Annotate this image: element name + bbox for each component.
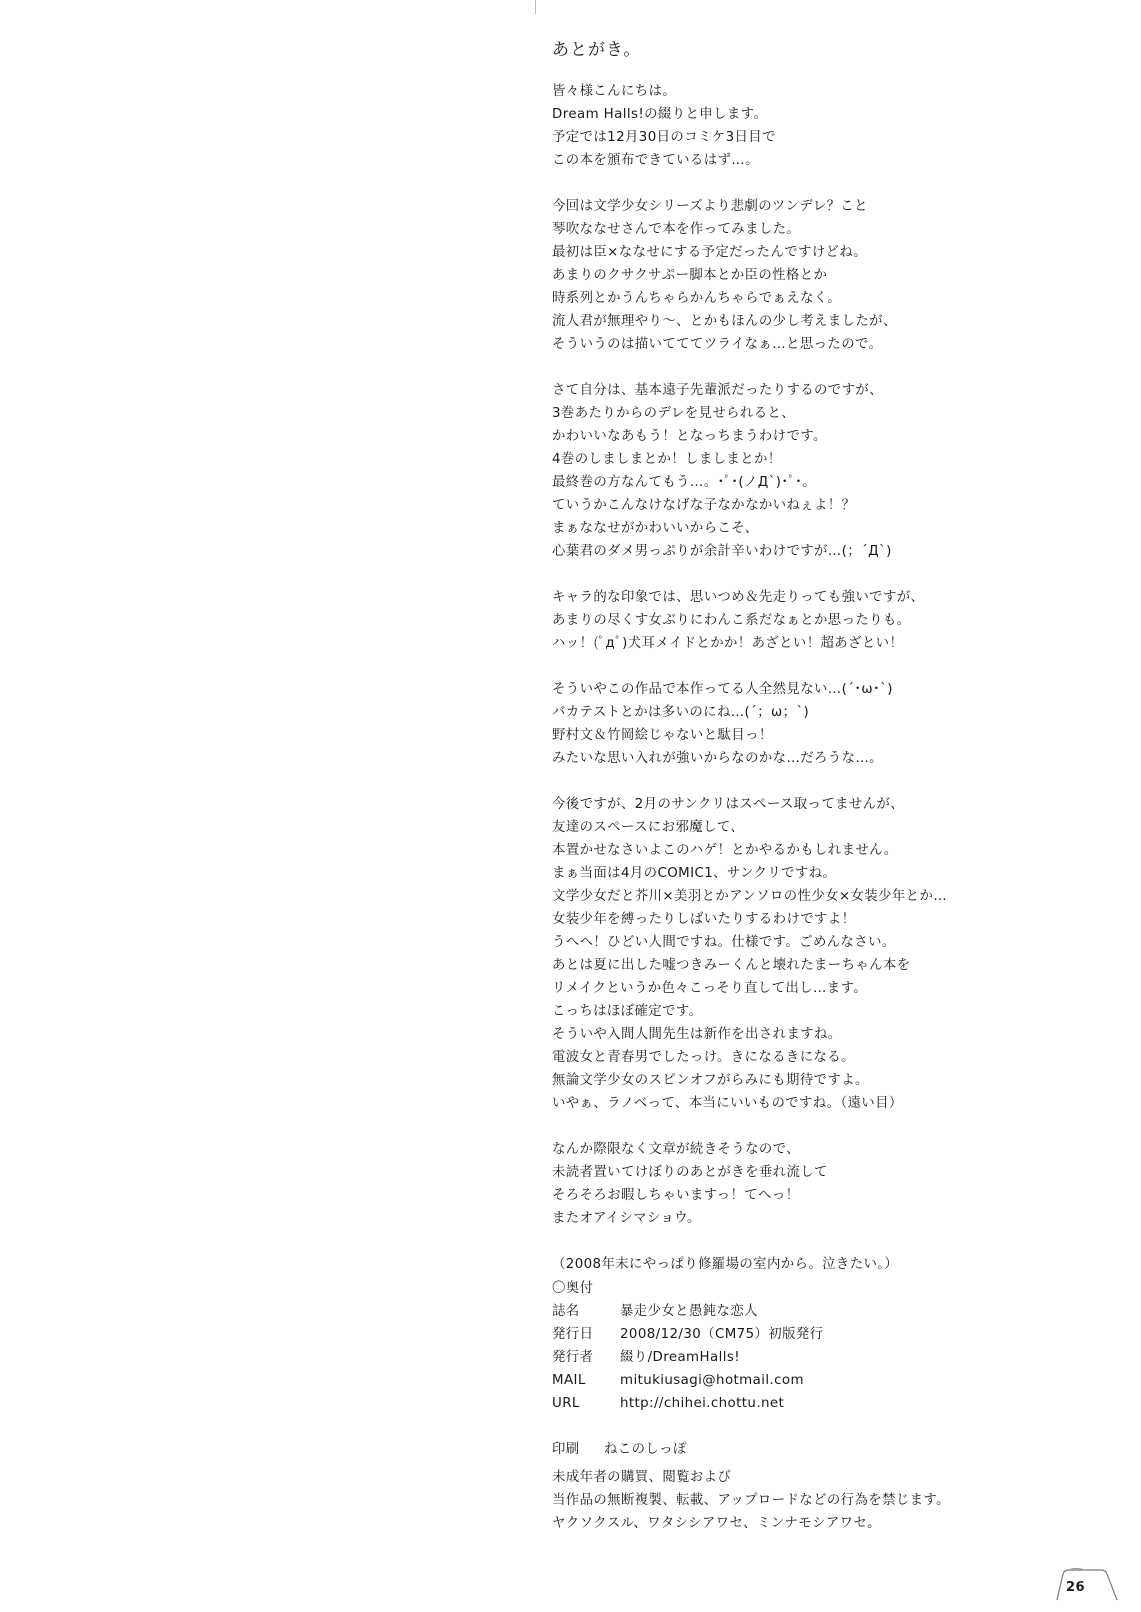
afterword-line: かわいいなあもう！となっちまうわけです。 bbox=[552, 429, 827, 444]
colophon-row-date bbox=[552, 1323, 1112, 1346]
notice-line: 当作品の無断複製、転載、アップロードなどの行為を禁じます。 bbox=[552, 1493, 950, 1508]
afterword-line: バカテストとかは多いのにね…(´；ω；`) bbox=[552, 705, 810, 720]
afterword-paragraph bbox=[552, 793, 1112, 1115]
afterword-line: この本を頒布できているはず…。 bbox=[552, 153, 759, 168]
colophon-value: ねこのしっぽ bbox=[604, 1442, 687, 1457]
afterword-line: Dream Halls!の綴りと申します。 bbox=[552, 107, 768, 122]
afterword-line: 無論文学少女のスピンオフがらみにも期待ですよ。 bbox=[552, 1073, 869, 1088]
afterword-line: そういやこの作品で本作ってる人全然見ない…(´･ω･`) bbox=[552, 682, 893, 697]
afterword-line: 皆々様こんにちは。 bbox=[552, 84, 677, 99]
colophon-url-value: http://chihei.chottu.net bbox=[620, 1396, 785, 1411]
afterword-line: まぁ当面は4月のCOMIC1、サンクリですね。 bbox=[552, 866, 837, 881]
afterword-line: 時系列とかうんちゃらかんちゃらでぁえなく。 bbox=[552, 291, 842, 306]
colophon-value: 綴り/DreamHalls! bbox=[620, 1350, 740, 1365]
afterword-line: 本置かせなさいよこのハゲ！とかやるかもしれません。 bbox=[552, 843, 898, 858]
top-gutter-mark bbox=[535, 0, 536, 14]
afterword-line: 3巻あたりからのデレを見せられると、 bbox=[552, 406, 796, 421]
legal-notice bbox=[552, 1466, 1112, 1535]
page-number: 26 bbox=[1066, 1580, 1086, 1595]
afterword-line: さて自分は、基本遠子先輩派だったりするのですが、 bbox=[552, 383, 883, 398]
afterword-line: 琴吹ななせさんで本を作ってみました。 bbox=[552, 222, 801, 237]
afterword-line: 予定では12月30日のコミケ3日目で bbox=[552, 130, 776, 145]
afterword-line: いやぁ、ラノベって、本当にいいものですね。（遠い目） bbox=[552, 1096, 903, 1111]
afterword-line: ハッ！(ﾟдﾟ)犬耳メイドとかか！あざとい！超あざとい！ bbox=[552, 636, 904, 651]
afterword-line: （2008年末にやっぱり修羅場の室内から。泣きたい。） bbox=[552, 1257, 899, 1272]
afterword-line: 心葉君のダメ男っぷりが余計辛いわけですが…(；´Д`) bbox=[552, 544, 892, 559]
afterword-line: 女装少年を縛ったりしばいたりするわけですよ！ bbox=[552, 912, 856, 927]
afterword-line: リメイクというか色々こっそり直して出し…ます。 bbox=[552, 981, 868, 996]
colophon-key: MAIL bbox=[552, 1373, 586, 1388]
colophon-row-title bbox=[552, 1300, 1112, 1323]
afterword-line: あとは夏に出した嘘つきみーくんと壊れたまーちゃん本を bbox=[552, 958, 911, 973]
afterword-line: なんか際限なく文章が続きそうなので、 bbox=[552, 1142, 800, 1157]
afterword-paragraph bbox=[552, 678, 1112, 770]
afterword-line: 今回は文学少女シリーズより悲劇のツンデレ？こと bbox=[552, 199, 868, 214]
afterword-line: まぁななせがかわいいからこそ、 bbox=[552, 521, 759, 536]
afterword-line: 最終巻の方なんてもう…。･ﾟ･(ノД`)･ﾟ･。 bbox=[552, 475, 817, 490]
afterword-line: 文学少女だと芥川×美羽とかアンソロの性少女×女装少年とか… bbox=[552, 889, 948, 904]
afterword-paragraph bbox=[552, 379, 1112, 563]
colophon-row-publisher bbox=[552, 1346, 1112, 1369]
afterword-line: キャラ的な印象では、思いつめ＆先走りっても強いですが、 bbox=[552, 590, 925, 605]
colophon-key: 発行日 bbox=[552, 1327, 594, 1342]
afterword-line: みたいな思い入れが強いからなのかな…だろうな…。 bbox=[552, 751, 883, 766]
colophon-key: 発行者 bbox=[552, 1350, 594, 1365]
afterword-paragraph bbox=[552, 80, 1112, 172]
colophon-mail-value: mitukiusagi@hotmail.com bbox=[620, 1373, 804, 1388]
colophon-key: 印刷 bbox=[552, 1442, 580, 1457]
afterword-line: 4巻のしましまとか！しましまとか！ bbox=[552, 452, 782, 467]
afterword-line: 未読者置いてけぼりのあとがきを垂れ流して bbox=[552, 1165, 828, 1180]
colophon bbox=[552, 1277, 1112, 1461]
colophon-key: URL bbox=[552, 1396, 580, 1411]
afterword-line: そろそろお暇しちゃいますっ！てへっ！ bbox=[552, 1188, 800, 1203]
afterword-line: 電波女と青春男でしたっけ。きになるきになる。 bbox=[552, 1050, 855, 1065]
afterword-line: うへへ！ひどい人間ですね。仕様です。ごめんなさい。 bbox=[552, 935, 896, 950]
afterword-line: 最初は臣×ななせにする予定だったんですけどね。 bbox=[552, 245, 868, 260]
notice-line: 未成年者の購買、閲覧および bbox=[552, 1470, 732, 1485]
afterword-line: 今後ですが、2月のサンクリはスペース取ってませんが、 bbox=[552, 797, 905, 812]
colophon-row-printer bbox=[552, 1438, 1112, 1461]
colophon-key: 誌名 bbox=[552, 1304, 580, 1319]
colophon-row-mail bbox=[552, 1369, 1112, 1392]
afterword-line: そういうのは描いてててツライなぁ…と思ったので。 bbox=[552, 337, 883, 352]
afterword-heading: あとがき。 bbox=[552, 40, 642, 60]
colophon-row-url bbox=[552, 1392, 1112, 1415]
afterword-line: あまりのクサクサぷー脚本とか臣の性格とか bbox=[552, 268, 828, 283]
afterword-body bbox=[552, 80, 1112, 1299]
afterword-paragraph bbox=[552, 586, 1112, 655]
colophon-value: 暴走少女と愚鈍な恋人 bbox=[620, 1304, 758, 1319]
afterword-paragraph bbox=[552, 1138, 1112, 1230]
afterword-line: 野村文＆竹岡絵じゃないと駄目っ！ bbox=[552, 728, 773, 743]
afterword-paragraph bbox=[552, 195, 1112, 356]
afterword-line: またオアイシマショウ。 bbox=[552, 1211, 701, 1226]
notice-line: ヤクソクスル、ワタシシアワセ、ミンナモシアワセ。 bbox=[552, 1516, 881, 1531]
afterword-line: そういや入間人間先生は新作を出されますね。 bbox=[552, 1027, 842, 1042]
afterword-line: ていうかこんなけなげな子なかなかいねぇよ！？ bbox=[552, 498, 856, 513]
afterword-line: こっちはほぼ確定です。 bbox=[552, 1004, 703, 1019]
colophon-heading: 〇奥付 bbox=[552, 1281, 594, 1296]
afterword-line: あまりの尽くす女ぶりにわんこ系だなぁとか思ったりも。 bbox=[552, 613, 911, 628]
page-tab-icon bbox=[1055, 1566, 1119, 1602]
colophon-value: 2008/12/30（CM75）初版発行 bbox=[620, 1327, 824, 1342]
afterword-line: 流人君が無理やり～、とかもほんの少し考えましたが、 bbox=[552, 314, 897, 329]
afterword-line: 友達のスペースにお邪魔して、 bbox=[552, 820, 745, 835]
afterword-paragraph bbox=[552, 1253, 1112, 1276]
